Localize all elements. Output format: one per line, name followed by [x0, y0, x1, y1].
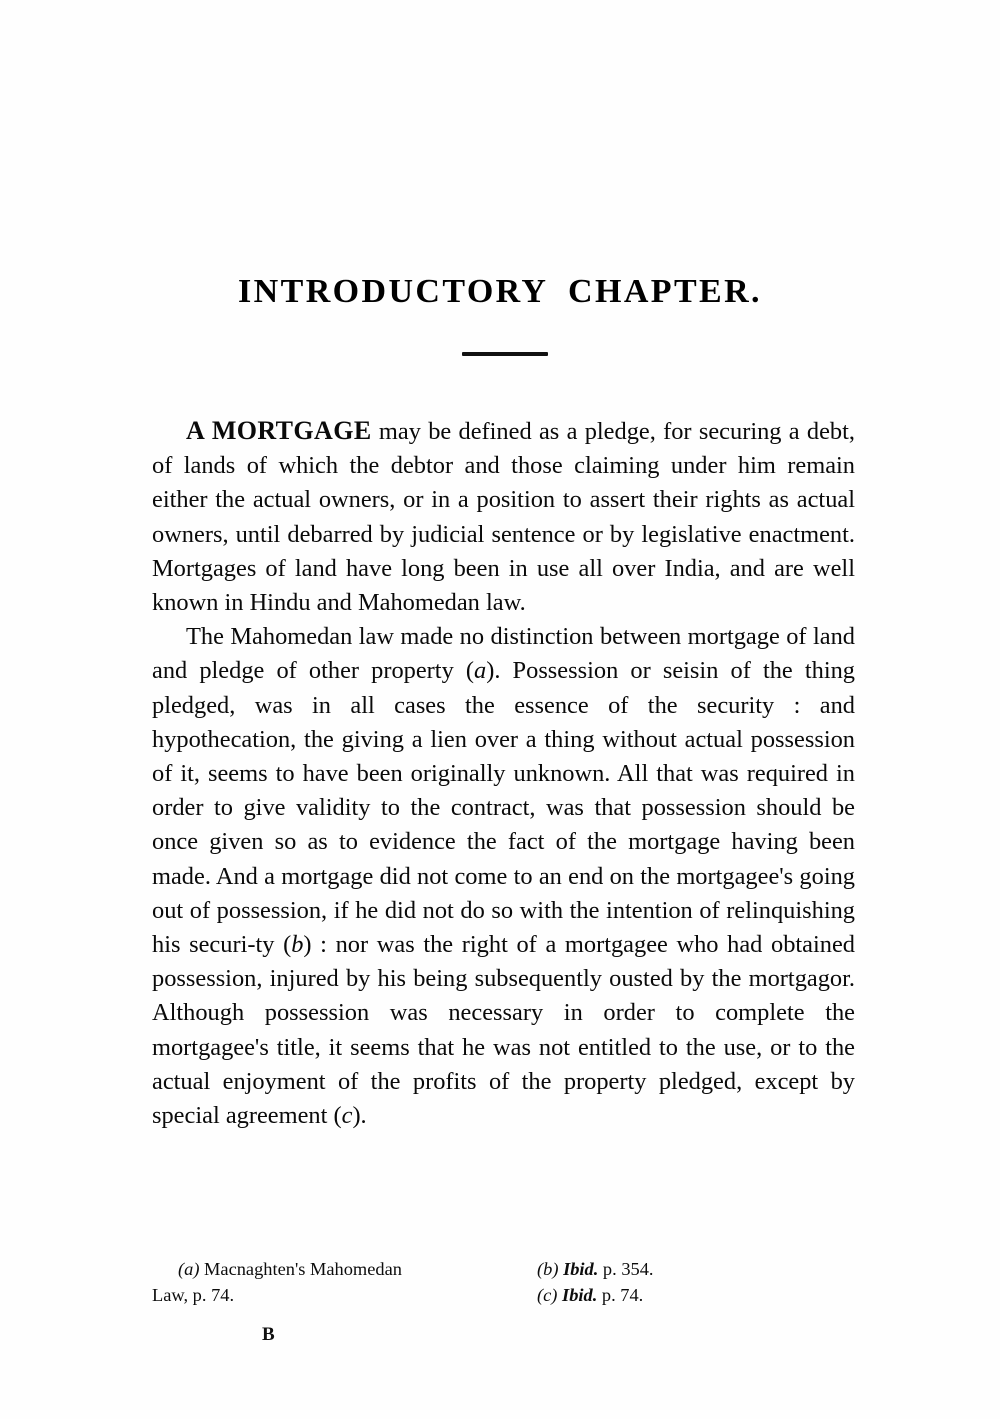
- footnote-column-right: [537, 1256, 855, 1308]
- footnote-item-b: [537, 1256, 855, 1282]
- footnote-ref-b: b: [291, 931, 304, 959]
- footnote-text-a-line-1: Macnaghten's Mahomedan: [199, 1259, 402, 1279]
- footnote-ref-a: a: [474, 657, 487, 685]
- page-title: INTRODUCTORY CHAPTER.: [238, 272, 762, 310]
- footnote-ibid-c: Ibid.: [562, 1285, 598, 1305]
- footnote-text-c: p. 74.: [597, 1285, 644, 1305]
- paragraph-1-text: may be defined as a pledge, for securing a debt, of lands of which the debtor and those claiming under him remain either the actual owners, or in a position to assert their rights as actual owners, until debarred by judicial sentence or by legislative enactment. Mortgages of land have long been in use all over India, and are well known in Hindu and Mahomedan law.: [152, 418, 856, 617]
- footnote-item-a: [152, 1256, 512, 1282]
- footnote-ref-c: c: [341, 1102, 353, 1130]
- footnote-item-a-continuation: [152, 1282, 512, 1308]
- paragraph-2-segment-3: ) : nor was the right of a mortgagee who had obtained possession, injured by his being subsequently ousted by the mortgagor. Although possession was necessary in order to complete the mortgagee's title, it seems that he was not entitled to the use, or to the actual enjoyment of the profits of the property pledged, except by special agreement (: [152, 931, 855, 1130]
- title-divider-rule: [462, 352, 548, 356]
- footnote-ibid-b: Ibid.: [563, 1259, 599, 1279]
- footnote-text-a-line-2: Law, p. 74.: [152, 1285, 235, 1305]
- paragraph-2-segment-4: ).: [352, 1102, 367, 1130]
- paragraph-2-segment-1: The Mahomedan law made no distinction between mortgage of land and pledge of other property (: [152, 623, 855, 685]
- signature-mark: B: [262, 1324, 276, 1345]
- body-text: [152, 414, 855, 1133]
- footnote-marker-a: (a): [178, 1259, 200, 1279]
- footnote-marker-c: (c): [537, 1285, 558, 1305]
- paragraph-2-segment-2: ). Possession or seisin of the thing pledged, was in all cases the essence of the security : and hypothecation, the giving a lien over a thing without actual possession of it, seems to have been originally unknown. All that was required in order to give validity to the contract, was that possession should be once given so as to evidence the fact of the mortgage having been made. And a mortgage did not come to an end on the mortgagee's going out of possession, if he did not do so with the intention of relinquishing his securi-ty (: [152, 657, 856, 959]
- footnote-marker-b: (b): [537, 1259, 559, 1279]
- lead-smallcaps: A MORTGAGE: [186, 416, 372, 445]
- paragraph-mahomedan-law: [152, 620, 855, 1133]
- footnote-text-b: p. 354.: [598, 1259, 654, 1279]
- paragraph-mortgage-definition: [152, 414, 855, 620]
- footnote-column-left: [152, 1256, 512, 1308]
- footnote-item-c: [537, 1282, 855, 1308]
